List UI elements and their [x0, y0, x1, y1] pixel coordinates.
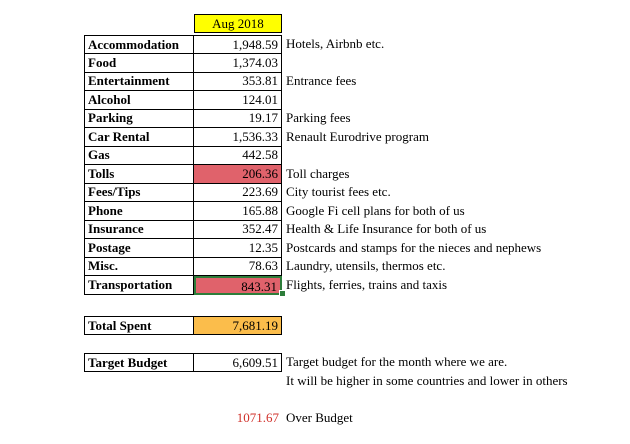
row-label-accommodation[interactable]: Accommodation [84, 35, 194, 54]
row-value-transportation[interactable]: 843.31 [194, 276, 282, 295]
row-label-fees-tips[interactable]: Fees/Tips [84, 183, 194, 202]
row-value-tolls[interactable]: 206.36 [194, 165, 282, 184]
total-spent-value[interactable]: 7,681.19 [194, 316, 282, 335]
row-value-misc[interactable]: 78.63 [194, 257, 282, 276]
selection-fill-handle[interactable] [279, 290, 286, 297]
row-value-accommodation[interactable]: 1,948.59 [194, 35, 282, 54]
row-value-entertainment[interactable]: 353.81 [194, 72, 282, 91]
target-budget-note-2[interactable]: It will be higher in some countries and lower in others [286, 373, 568, 388]
row-label-food[interactable]: Food [84, 54, 194, 73]
row-label-phone[interactable]: Phone [84, 202, 194, 221]
row-label-alcohol[interactable]: Alcohol [84, 91, 194, 110]
row-note-postage[interactable]: Postcards and stamps for the nieces and nephews [286, 240, 542, 255]
row-note-tolls[interactable]: Toll charges [286, 166, 350, 181]
row-note-car-rental[interactable]: Renault Eurodrive program [286, 129, 429, 144]
over-budget-label[interactable]: Over Budget [286, 410, 353, 425]
row-value-food[interactable]: 1,374.03 [194, 54, 282, 73]
row-value-phone[interactable]: 165.88 [194, 202, 282, 221]
row-label-parking[interactable]: Parking [84, 109, 194, 128]
row-note-entertainment[interactable]: Entrance fees [286, 73, 357, 88]
row-label-misc[interactable]: Misc. [84, 257, 194, 276]
row-value-parking[interactable]: 19.17 [194, 109, 282, 128]
row-label-tolls[interactable]: Tolls [84, 165, 194, 184]
row-label-entertainment[interactable]: Entertainment [84, 72, 194, 91]
month-header[interactable]: Aug 2018 [194, 14, 282, 33]
row-value-car-rental[interactable]: 1,536.33 [194, 128, 282, 147]
row-label-postage[interactable]: Postage [84, 239, 194, 258]
row-label-gas[interactable]: Gas [84, 146, 194, 165]
total-spent-label[interactable]: Total Spent [84, 316, 194, 335]
row-note-transportation[interactable]: Flights, ferries, trains and taxis [286, 277, 448, 292]
row-note-misc[interactable]: Laundry, utensils, thermos etc. [286, 258, 446, 273]
row-value-gas[interactable]: 442.58 [194, 146, 282, 165]
row-label-insurance[interactable]: Insurance [84, 220, 194, 239]
row-value-fees-tips[interactable]: 223.69 [194, 183, 282, 202]
target-budget-note[interactable]: Target budget for the month where we are. [286, 354, 508, 369]
row-value-alcohol[interactable]: 124.01 [194, 91, 282, 110]
row-note-fees-tips[interactable]: City tourist fees etc. [286, 184, 391, 199]
row-label-transportation[interactable]: Transportation [84, 276, 194, 295]
row-note-accommodation[interactable]: Hotels, Airbnb etc. [286, 36, 385, 51]
row-label-car-rental[interactable]: Car Rental [84, 128, 194, 147]
row-value-postage[interactable]: 12.35 [194, 239, 282, 258]
row-note-phone[interactable]: Google Fi cell plans for both of us [286, 203, 465, 218]
target-budget-label[interactable]: Target Budget [84, 353, 194, 372]
row-note-insurance[interactable]: Health & Life Insurance for both of us [286, 221, 487, 236]
row-note-parking[interactable]: Parking fees [286, 110, 351, 125]
over-budget-value[interactable]: 1071.67 [236, 410, 279, 425]
target-budget-value[interactable]: 6,609.51 [194, 353, 282, 372]
row-value-insurance[interactable]: 352.47 [194, 220, 282, 239]
